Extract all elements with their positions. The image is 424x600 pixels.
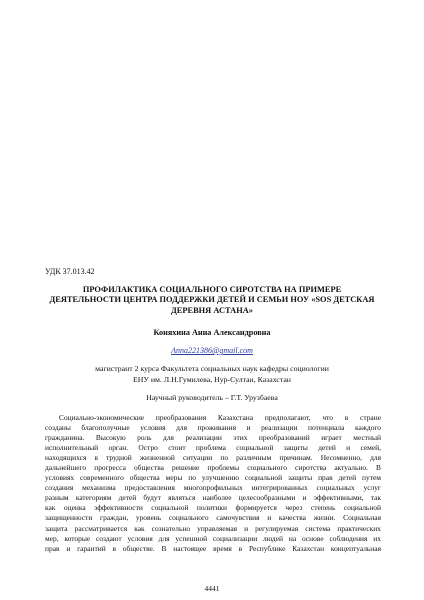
article-title (38, 285, 386, 316)
body-line: Социально-экономические преобразования Казахстана предполагают, что в стране (59, 413, 381, 422)
body-line: гражданина. Высокую роль для реализации этих преобразований играет местный (45, 433, 381, 443)
body-text (45, 413, 381, 554)
scientific-advisor: Научный руководитель – Г.Т. Урузбаева (146, 393, 278, 402)
title-line: ПРОФИЛАКТИКА СОЦИАЛЬНОГО СИРОТСТВА НА ПРИМЕРЕ (82, 285, 342, 294)
title-line: ДЕРЕВНЯ АСТАНА» (171, 305, 253, 315)
body-line: условиях современного общества меры по улучшению социальной защиты прав детей путем (45, 473, 381, 483)
page-number: 4441 (204, 584, 220, 593)
title-line: ДЕЯТЕЛЬНОСТИ ЦЕНТРА ПОДДЕРЖКИ ДЕТЕЙ И СЕМЬИ НОУ «SOS ДЕТСКАЯ (49, 295, 375, 305)
author-name: Коняхина Анна Александровна (153, 328, 271, 337)
author-email-link[interactable]: Anna221386@gmail.com (171, 346, 253, 355)
body-line: разным категориям детей будут являться наиболее целесообразными и эффективными, так (45, 493, 381, 503)
udc-code: УДК 37.013.42 (45, 267, 95, 276)
body-line: как оценка эффективности социальной политики формируется через степень социальной (45, 503, 381, 513)
body-line: защита рассматривается как сознательно управляемая и регулируемая система практических (45, 523, 381, 533)
body-line: прав и гарантий в обществе. В настоящее время в Республике Казахстан концептуальная (45, 543, 381, 553)
body-line: исполнительный орган. Остро стоит проблема социальной защиты детей и семей, (45, 443, 381, 453)
body-line: находящихся в трудной жизненной ситуации по различным причинам. Несомненно, для (45, 453, 381, 463)
body-line: дальнейшего прогресса общества решение проблемы социального сиротства актуально. В (45, 463, 381, 473)
body-line: мер, которые создают условия для успешной социализации людей на основе соблюдения их (45, 533, 381, 543)
body-line: защищенности граждан, уровень социального самочувствия и качества жизни. Социальная (45, 513, 381, 523)
author-affiliation (40, 363, 384, 385)
body-line: созданы благополучные условия для проживания и реализации потенциала каждого (45, 423, 381, 433)
affiliation-line: ЕНУ им. Л.Н.Гумилева, Нур-Султан, Казахстан (133, 375, 291, 384)
body-line: создания механизма предоставления многопрофильных интегрированных социальных услуг (45, 483, 381, 493)
affiliation-line: магистрант 2 курса Факультета социальных наук кафедры социологии (95, 364, 329, 373)
